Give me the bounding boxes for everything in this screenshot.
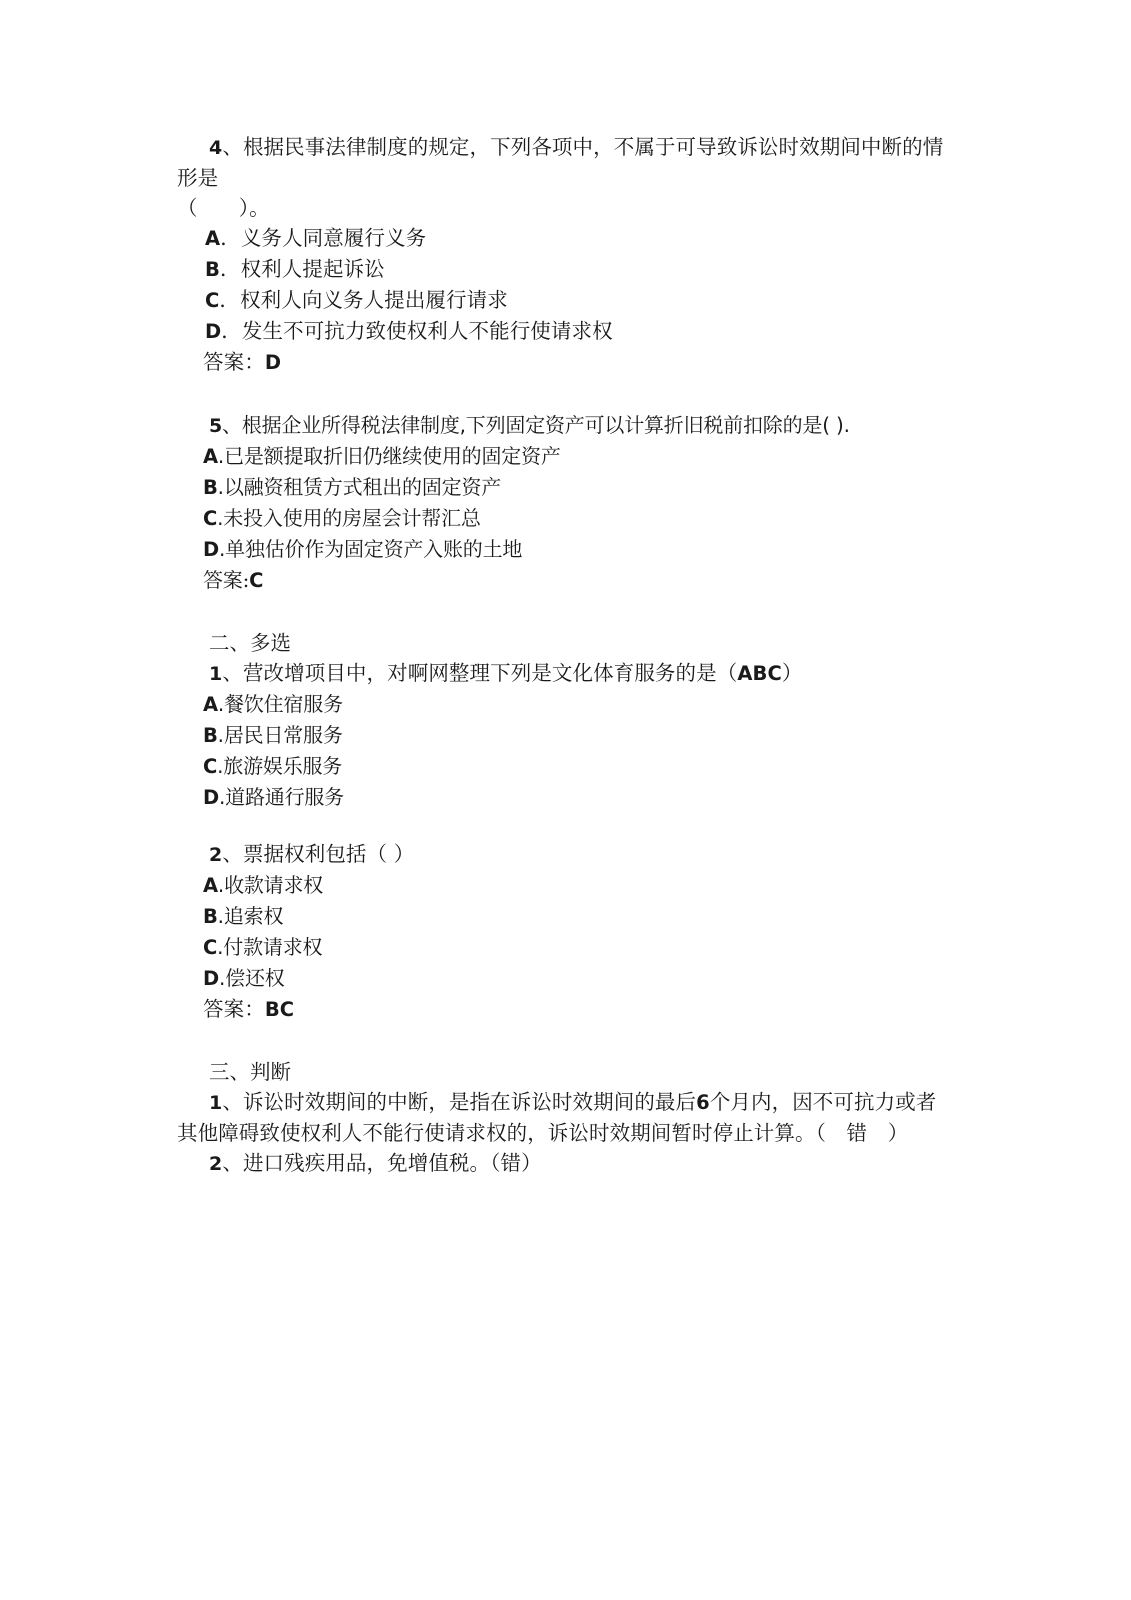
option-letter-d: D xyxy=(203,538,219,561)
question-5-number: 5 xyxy=(209,415,223,437)
judge-question-1-text-part2: 个月内，因不可抗力或者其他障碍致使权利人不能行使请求权的，诉讼时效期间暂时停止计算。（ 错 ） xyxy=(177,1090,937,1145)
judge-question-1-text-part1: 诉讼时效期间的中断，是指在诉讼时效期间的最后 xyxy=(242,1090,697,1114)
multi-question-1-options xyxy=(177,689,952,813)
question-4-stem xyxy=(177,132,952,193)
option-letter-d: D xyxy=(203,967,219,990)
multi-question-2-option-a xyxy=(177,870,952,901)
option-text-c: 未投入使用的房屋会计帮汇总 xyxy=(223,506,481,530)
option-dot-a: . xyxy=(217,692,225,716)
multi-question-2-options xyxy=(177,870,952,994)
answer-label: 答案： xyxy=(203,350,265,374)
multi-question-1-answer-inline: ABC xyxy=(737,662,782,685)
question-5-option-b xyxy=(177,472,952,503)
question-5-answer xyxy=(177,565,952,596)
judge-question-2-separator: 、 xyxy=(222,1151,243,1175)
multi-question-2-stem xyxy=(177,839,952,870)
multi-question-1-option-a xyxy=(177,689,952,720)
option-letter-d: D xyxy=(205,320,222,343)
option-dot-b: . xyxy=(217,475,224,499)
option-dot-c: ． xyxy=(219,288,241,312)
option-letter-a: A xyxy=(203,445,218,468)
question-5-separator: 、 xyxy=(222,413,242,437)
option-text-d: 偿还权 xyxy=(225,966,285,990)
option-text-c: 付款请求权 xyxy=(223,935,323,959)
judge-question-2 xyxy=(177,1148,952,1179)
option-dot-b: ． xyxy=(219,257,241,281)
option-text-a: 收款请求权 xyxy=(224,873,324,897)
multi-question-2-option-d xyxy=(177,963,952,994)
option-letter-c: C xyxy=(203,507,218,530)
section-three xyxy=(177,1057,952,1179)
option-dot-d: . xyxy=(219,537,226,561)
question-block-5 xyxy=(177,410,952,596)
option-dot-a: ． xyxy=(220,226,241,250)
question-block-4 xyxy=(177,132,952,378)
multi-question-1-separator: 、 xyxy=(222,661,243,685)
option-text-d: 道路通行服务 xyxy=(225,785,344,809)
option-letter-d: D xyxy=(203,786,219,809)
question-4-stem-continuation: （ ）。 xyxy=(177,196,270,220)
multi-question-2-option-c xyxy=(177,932,952,963)
multi-question-1-stem-tail: ） xyxy=(781,661,803,685)
option-dot-d: . xyxy=(219,785,226,809)
block-spacer xyxy=(177,813,952,839)
option-text-b: 居民日常服务 xyxy=(223,723,343,747)
judge-question-1-separator: 、 xyxy=(222,1090,243,1114)
option-letter-c: C xyxy=(203,755,218,778)
judge-question-2-text: 进口残疾用品，免增值税。（错） xyxy=(242,1151,542,1175)
answer-label: 答案: xyxy=(203,568,250,592)
block-spacer xyxy=(177,1025,952,1057)
option-text-b: 以融资租赁方式租出的固定资产 xyxy=(223,475,502,499)
question-4-option-d xyxy=(177,316,952,347)
answer-value: C xyxy=(249,569,264,592)
option-letter-a: A xyxy=(203,693,218,716)
multi-question-1-option-d xyxy=(177,782,952,813)
judge-question-1-number-value: 6 xyxy=(696,1091,710,1114)
multi-question-2-answer xyxy=(177,994,952,1025)
option-text-d: 发生不可抗力致使权利人不能行使请求权 xyxy=(241,319,613,343)
question-5-option-a xyxy=(177,441,952,472)
multi-question-2-stem-text: 票据权利包括（ ） xyxy=(242,842,415,866)
option-letter-b: B xyxy=(203,724,218,747)
option-letter-c: C xyxy=(203,936,218,959)
question-4-separator: 、 xyxy=(222,135,243,159)
question-5-stem xyxy=(177,410,952,441)
option-text-c: 旅游娱乐服务 xyxy=(223,754,343,778)
question-4-option-a xyxy=(177,223,952,254)
question-4-stem-text: 根据民事法律制度的规定，下列各项中，不属于可导致诉讼时效期间中断的情形是 xyxy=(177,135,944,190)
option-text-c: 权利人向义务人提出履行请求 xyxy=(240,288,508,312)
option-dot-a: . xyxy=(217,873,225,897)
option-dot-b: . xyxy=(217,723,224,747)
answer-value: D xyxy=(264,351,282,374)
option-dot-a: . xyxy=(217,444,225,468)
question-5-option-d xyxy=(177,534,952,565)
option-letter-c: C xyxy=(205,289,220,312)
option-dot-d: . xyxy=(219,966,226,990)
multi-question-1-number: 1 xyxy=(209,663,223,685)
multi-question-2-number: 2 xyxy=(209,844,223,866)
question-4-option-c xyxy=(177,285,952,316)
option-text-b: 权利人提起诉讼 xyxy=(240,257,385,281)
option-text-d: 单独估价作为固定资产入账的土地 xyxy=(225,537,523,561)
option-letter-b: B xyxy=(203,476,218,499)
option-dot-c: . xyxy=(217,506,224,530)
multi-question-2-separator: 、 xyxy=(222,842,243,866)
option-text-a: 义务人同意履行义务 xyxy=(240,226,427,250)
option-letter-b: B xyxy=(203,905,218,928)
block-spacer xyxy=(177,596,952,628)
question-4-option-b xyxy=(177,254,952,285)
section-three-heading: 三、判断 xyxy=(209,1060,291,1084)
option-letter-a: A xyxy=(205,227,221,250)
multi-question-1-option-b xyxy=(177,720,952,751)
multi-question-2-option-b xyxy=(177,901,952,932)
multi-question-1-option-c xyxy=(177,751,952,782)
option-dot-c: . xyxy=(217,754,224,778)
section-two xyxy=(177,628,952,1025)
judge-question-2-number: 2 xyxy=(209,1153,223,1175)
question-5-stem-text: 根据企业所得税法律制度,下列固定资产可以计算折旧税前扣除的是( ). xyxy=(241,413,850,437)
question-4-answer xyxy=(177,347,952,378)
answer-label: 答案： xyxy=(203,997,265,1021)
judge-question-1 xyxy=(177,1087,952,1148)
multi-question-1-stem xyxy=(177,658,952,689)
section-two-heading: 二、多选 xyxy=(209,631,291,655)
multi-question-1-stem-text: 营改增项目中，对啊网整理下列是文化体育服务的是（ xyxy=(242,661,738,685)
answer-value: BC xyxy=(264,998,295,1021)
option-text-a: 已是额提取折旧仍继续使用的固定资产 xyxy=(224,444,561,468)
question-4-number: 4 xyxy=(209,137,223,159)
option-dot-b: . xyxy=(217,904,224,928)
option-letter-a: A xyxy=(203,874,218,897)
option-dot-d: ． xyxy=(221,319,242,343)
block-spacer xyxy=(177,378,952,410)
document-body xyxy=(177,132,952,1179)
option-text-a: 餐饮住宿服务 xyxy=(224,692,343,716)
option-letter-b: B xyxy=(205,258,220,281)
option-dot-c: . xyxy=(217,935,224,959)
option-text-b: 追索权 xyxy=(223,904,284,928)
question-5-option-c xyxy=(177,503,952,534)
judge-question-1-number: 1 xyxy=(209,1092,223,1114)
